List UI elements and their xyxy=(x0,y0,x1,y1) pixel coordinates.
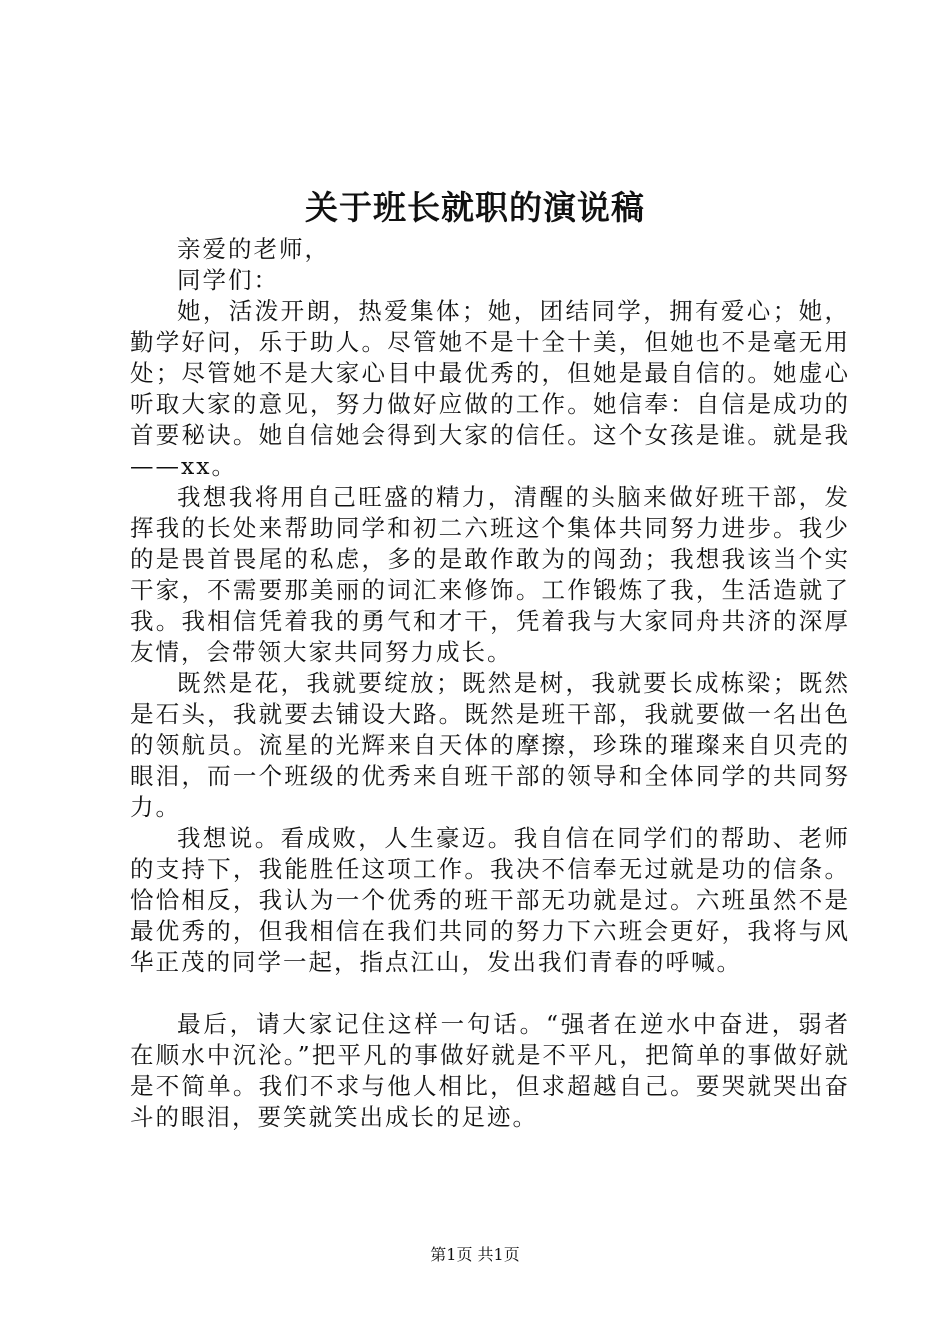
document-title: 关于班长就职的演说稿 xyxy=(305,188,645,227)
document-body xyxy=(130,234,850,1133)
salutation-line-2: 同学们： xyxy=(177,266,279,294)
body-paragraph-5: 最后，请大家记住这样一句话。“强者在逆水中奋进，弱者在顺水中沉沦。”把平凡的事做好就是不平凡，把简单的事做好就是不简单。我们不求与他人相比，但求超越自己。要哭就哭出奋斗的眼泪，要笑就笑出成长的足迹。 xyxy=(130,1010,850,1131)
page-footer: 第1页 共1页 xyxy=(430,1245,520,1264)
body-paragraph-1: 她，活泼开朗，热爱集体；她，团结同学，拥有爱心；她，勤学好问，乐于助人。尽管她不是十全十美，但她也不是毫无用处；尽管她不是大家心目中最优秀的，但她是最自信的。她虚心听取大家的意见，努力做好应做的工作。她信奉：自信是成功的首要秘诀。她自信她会得到大家的信任。这个女孩是谁。就是我——xx。 xyxy=(130,297,850,480)
body-paragraph-2: 我想我将用自己旺盛的精力，清醒的头脑来做好班干部，发挥我的长处来帮助同学和初二六班这个集体共同努力进步。我少的是畏首畏尾的私虑，多的是敢作敢为的闯劲；我想我该当个实干家，不需要那美丽的词汇来修饰。工作锻炼了我，生活造就了我。我相信凭着我的勇气和才干，凭着我与大家同舟共济的深厚友情，会带领大家共同努力成长。 xyxy=(130,483,850,666)
body-paragraph-3: 既然是花，我就要绽放；既然是树，我就要长成栋梁；既然是石头，我就要去铺设大路。既然是班干部，我就要做一名出色的领航员。流星的光辉来自天体的摩擦，珍珠的璀璨来自贝壳的眼泪，而一个班级的优秀来自班干部的领导和全体同学的共同努力。 xyxy=(130,669,850,821)
body-paragraph-4: 我想说。看成败，人生豪迈。我自信在同学们的帮助、老师的支持下，我能胜任这项工作。我决不信奉无过就是功的信条。恰恰相反，我认为一个优秀的班干部无功就是过。六班虽然不是最优秀的，但我相信在我们共同的努力下六班会更好，我将与风华正茂的同学一起，指点江山，发出我们青春的呼喊。 xyxy=(130,824,850,976)
salutation-line-1: 亲爱的老师， xyxy=(177,235,330,263)
blank-line xyxy=(130,978,850,1009)
